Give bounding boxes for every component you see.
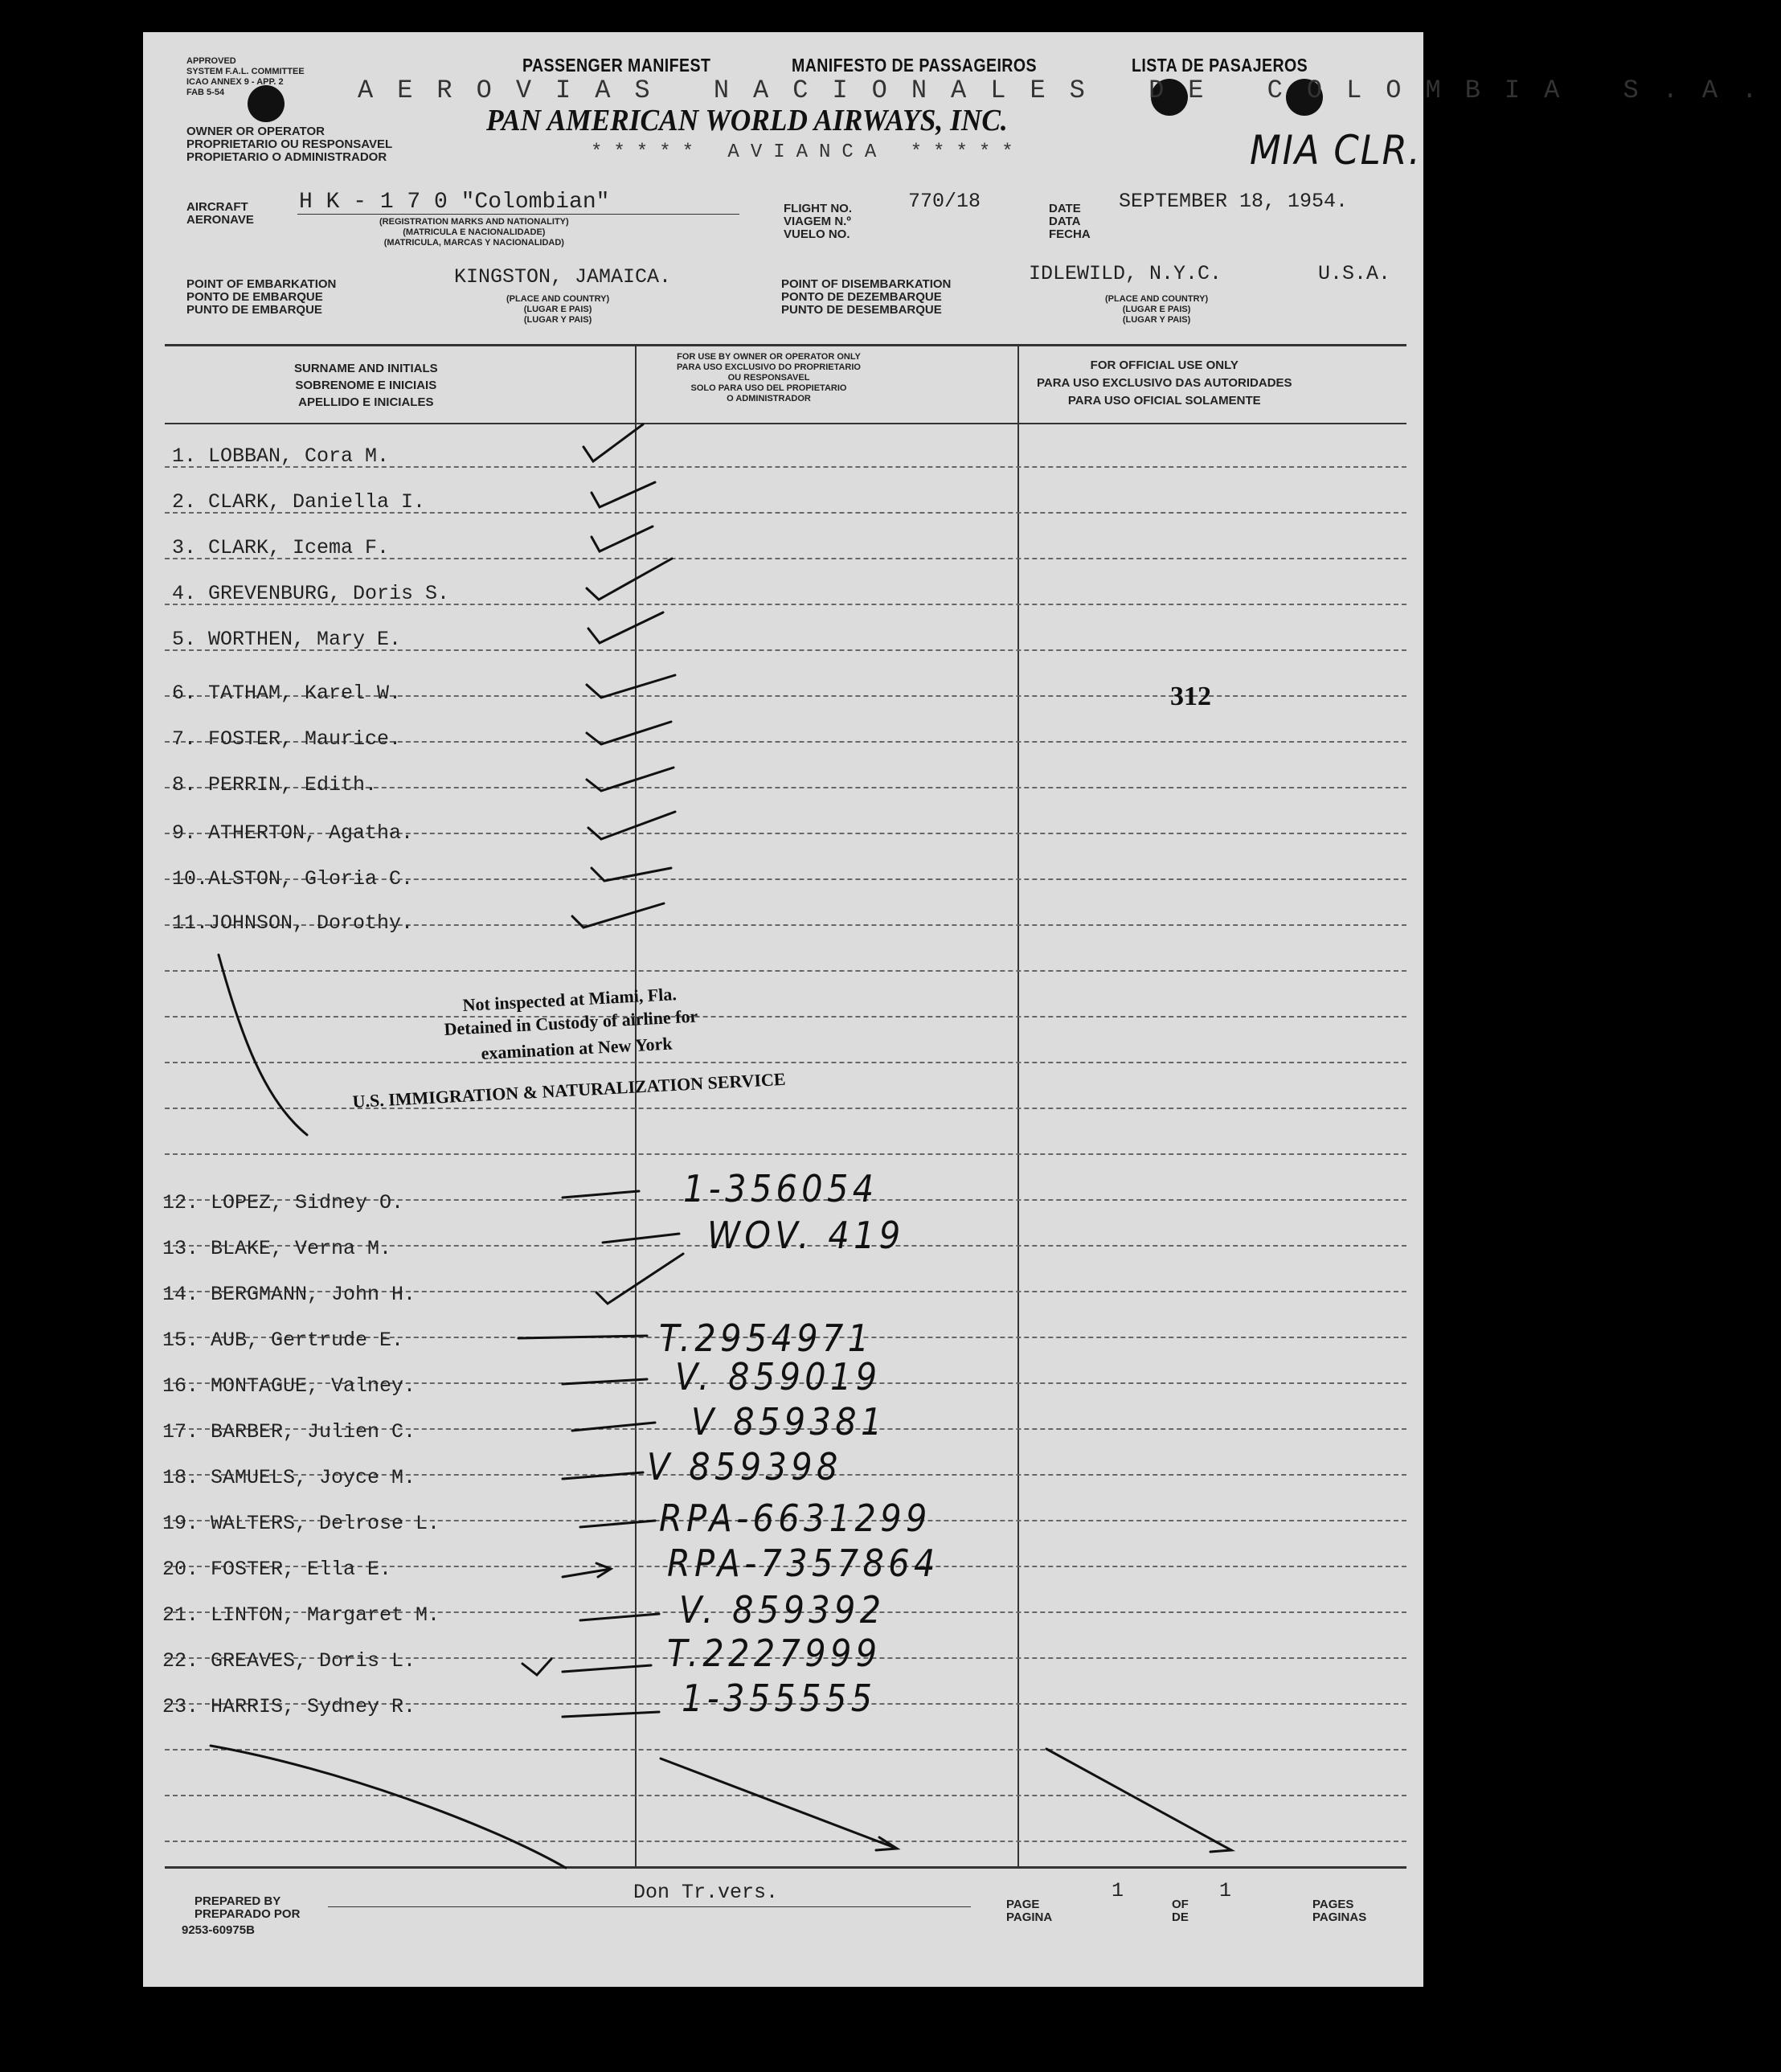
check-mark xyxy=(592,526,653,551)
arrow-stroke xyxy=(661,1759,897,1850)
passenger-name: 17. BARBER, Julien C. xyxy=(162,1420,416,1443)
passenger-name: 9. ATHERTON, Agatha. xyxy=(172,821,414,845)
disembark-value: IDLEWILD, N.Y.C. xyxy=(1029,262,1222,285)
check-mark xyxy=(588,812,675,839)
cross-stroke xyxy=(522,1659,551,1675)
passenger-name: 10.ALSTON, Gloria C. xyxy=(172,867,414,891)
dash-stroke xyxy=(563,1191,639,1198)
prepared-underline xyxy=(328,1906,971,1907)
dash-stroke xyxy=(563,1472,643,1479)
prepared-label: PREPARED BY PREPARADO POR xyxy=(194,1894,301,1921)
dash-stroke xyxy=(580,1521,655,1527)
handwritten-doc-number: T.2954971 xyxy=(659,1316,874,1360)
check-mark xyxy=(596,1254,683,1304)
immigration-stamp-line2: Detained in Custody of airline for xyxy=(444,1005,698,1039)
check-mark xyxy=(572,903,664,927)
aircraft-label: AIRCRAFT AERONAVE xyxy=(186,200,254,227)
handwritten-doc-number: RPA-6631299 xyxy=(659,1497,931,1540)
disembark-label: POINT OF DISEMBARKATION PONTO DE DEZEMBARQUE PUNTO DE DESEMBARQUE xyxy=(781,277,952,317)
owner-operator-labels: OWNER OR OPERATOR PROPRIETARIO OU RESPONSAVEL PROPIETARIO O ADMINISTRADOR xyxy=(186,125,393,164)
passenger-name: 7. FOSTER, Maurice. xyxy=(172,727,402,751)
flight-value: 770/18 xyxy=(908,190,981,213)
passenger-name: 21. LINTON, Margaret M. xyxy=(162,1603,440,1627)
passenger-name: 19. WALTERS, Delrose L. xyxy=(162,1512,440,1535)
approved-block: APPROVED SYSTEM F.A.L. COMMITTEE ICAO ANNEX 9 - APP. 2 FAB 5-54 xyxy=(186,56,305,97)
operator-line: AEROVIAS NACIONALES DE COLOMBIA S.A. xyxy=(358,76,1781,105)
dash-stroke xyxy=(563,1712,659,1717)
aircraft-sub: (REGISTRATION MARKS AND NATIONALITY) (MATRICULA E NACIONALIDADE) (MATRICULA, MARCAS Y NACIONALIDAD) xyxy=(379,217,569,248)
passenger-name: 5. WORTHEN, Mary E. xyxy=(172,628,402,651)
passenger-name: 1. LOBBAN, Cora M. xyxy=(172,444,390,468)
cross-out-stroke xyxy=(219,955,307,1135)
column-header-official: FOR OFFICIAL USE ONLY PARA USO EXCLUSIVO DAS AUTORIDADES PARA USO OFICIAL SOLAMENTE xyxy=(1037,358,1292,407)
check-mark xyxy=(583,424,643,461)
check-mark xyxy=(588,612,663,643)
arrow-stroke xyxy=(563,1563,611,1577)
passenger-name: 11.JOHNSON, Dorothy. xyxy=(172,911,414,935)
handwritten-note: MIA CLR. xyxy=(1250,127,1422,174)
official-number: 312 xyxy=(1170,682,1211,711)
page-value: 1 xyxy=(1112,1879,1124,1902)
handwritten-doc-number: 1-356054 xyxy=(683,1167,878,1210)
arrow-stroke xyxy=(211,1746,566,1868)
column-header-operator: FOR USE BY OWNER OR OPERATOR ONLY PARA USO EXCLUSIVO DO PROPRIETARIO OU RESPONSAVEL SOLO PARA USO DEL PROPIETARIO O ADMINISTRADOR xyxy=(677,352,861,403)
embark-label: POINT OF EMBARKATION PONTO DE EMBARQUE PUNTO DE EMBARQUE xyxy=(186,277,337,317)
immigration-stamp-line1: Not inspected at Miami, Fla. xyxy=(462,984,678,1015)
dash-stroke xyxy=(580,1614,659,1620)
passenger-name: 6. TATHAM, Karel W. xyxy=(172,682,402,705)
handwritten-doc-number: 1-355555 xyxy=(682,1677,877,1720)
handwritten-doc-number: WOV. 419 xyxy=(707,1214,905,1257)
operator-brand: PAN AMERICAN WORLD AIRWAYS, INC. xyxy=(486,104,1008,137)
passenger-name: 16. MONTAGUE, Valney. xyxy=(162,1374,416,1398)
passenger-name: 22. GREAVES, Doris L. xyxy=(162,1649,416,1673)
passenger-name: 13. BLAKE, Verna M. xyxy=(162,1237,392,1260)
of-label: OF DE xyxy=(1172,1898,1189,1924)
disembark-sub: (PLACE AND COUNTRY) (LUGAR E PAIS) (LUGAR Y PAIS) xyxy=(1105,294,1209,325)
flight-label: FLIGHT NO. VIAGEM N.º VUELO NO. xyxy=(784,202,852,241)
pages-label: PAGES PAGINAS xyxy=(1312,1898,1367,1924)
arrow-stroke xyxy=(1046,1749,1231,1852)
prepared-value: Don Tr.vers. xyxy=(633,1881,779,1904)
handwritten-doc-number: T.2227999 xyxy=(667,1632,882,1675)
handwritten-doc-number: V. 859019 xyxy=(675,1355,882,1398)
passenger-name: 20. FOSTER, Ella E. xyxy=(162,1558,392,1581)
embark-sub: (PLACE AND COUNTRY) (LUGAR E PAIS) (LUGAR Y PAIS) xyxy=(506,294,610,325)
column-header-names: SURNAME AND INITIALS SOBRENOME E INICIAIS APELLIDO E INICIALES xyxy=(294,362,438,409)
passenger-name: 4. GREVENBURG, Doris S. xyxy=(172,582,450,605)
passenger-name: 15. AUB, Gertrude E. xyxy=(162,1329,404,1352)
page-label: PAGE PAGINA xyxy=(1006,1898,1053,1924)
dash-stroke xyxy=(572,1423,655,1431)
aircraft-value: H K - 1 7 0 "Colombian" xyxy=(299,190,610,215)
handwritten-doc-number: V 859381 xyxy=(691,1400,886,1443)
handwritten-doc-number: V 859398 xyxy=(647,1445,842,1488)
handwritten-doc-number: V. 859392 xyxy=(679,1588,886,1632)
check-mark xyxy=(587,722,671,744)
embark-value: KINGSTON, JAMAICA. xyxy=(454,265,672,289)
check-mark xyxy=(592,868,671,881)
passenger-name: 3. CLARK, Icema F. xyxy=(172,536,390,559)
passenger-name: 23. HARRIS, Sydney R. xyxy=(162,1695,416,1718)
check-mark xyxy=(592,482,655,507)
passenger-name: 14. BERGMANN, John H. xyxy=(162,1283,416,1306)
operator-sub: ***** AVIANCA ***** xyxy=(591,141,1025,163)
passenger-name: 18. SAMUELS, Joyce M. xyxy=(162,1466,416,1489)
immigration-stamp-line3: examination at New York xyxy=(481,1033,674,1063)
immigration-stamp-line4: U.S. IMMIGRATION & NATURALIZATION SERVICE xyxy=(352,1068,787,1112)
dash-stroke xyxy=(563,1379,647,1384)
dash-stroke xyxy=(563,1665,651,1672)
date-label: DATE DATA FECHA xyxy=(1049,202,1091,241)
check-mark xyxy=(587,768,674,791)
passenger-name: 2. CLARK, Daniella I. xyxy=(172,490,426,514)
passenger-name: 12. LOPEZ, Sidney O. xyxy=(162,1191,404,1214)
dash-stroke xyxy=(603,1234,679,1243)
of-value: 1 xyxy=(1219,1879,1232,1902)
title-manifesto-passageiros: MANIFESTO DE PASSAGEIROS xyxy=(792,55,1037,76)
dash-stroke xyxy=(518,1336,647,1338)
handwritten-doc-number: RPA-7357864 xyxy=(667,1542,940,1585)
title-lista-pasajeros: LISTA DE PASAJEROS xyxy=(1132,55,1308,76)
date-value: SEPTEMBER 18, 1954. xyxy=(1119,190,1349,213)
title-passenger-manifest: PASSENGER MANIFEST xyxy=(522,55,711,76)
disembark-country: U.S.A. xyxy=(1318,262,1391,285)
check-mark xyxy=(587,559,672,600)
form-code: 9253-60975B xyxy=(182,1923,255,1937)
check-mark xyxy=(587,675,675,698)
passenger-name: 8. PERRIN, Edith. xyxy=(172,773,378,796)
